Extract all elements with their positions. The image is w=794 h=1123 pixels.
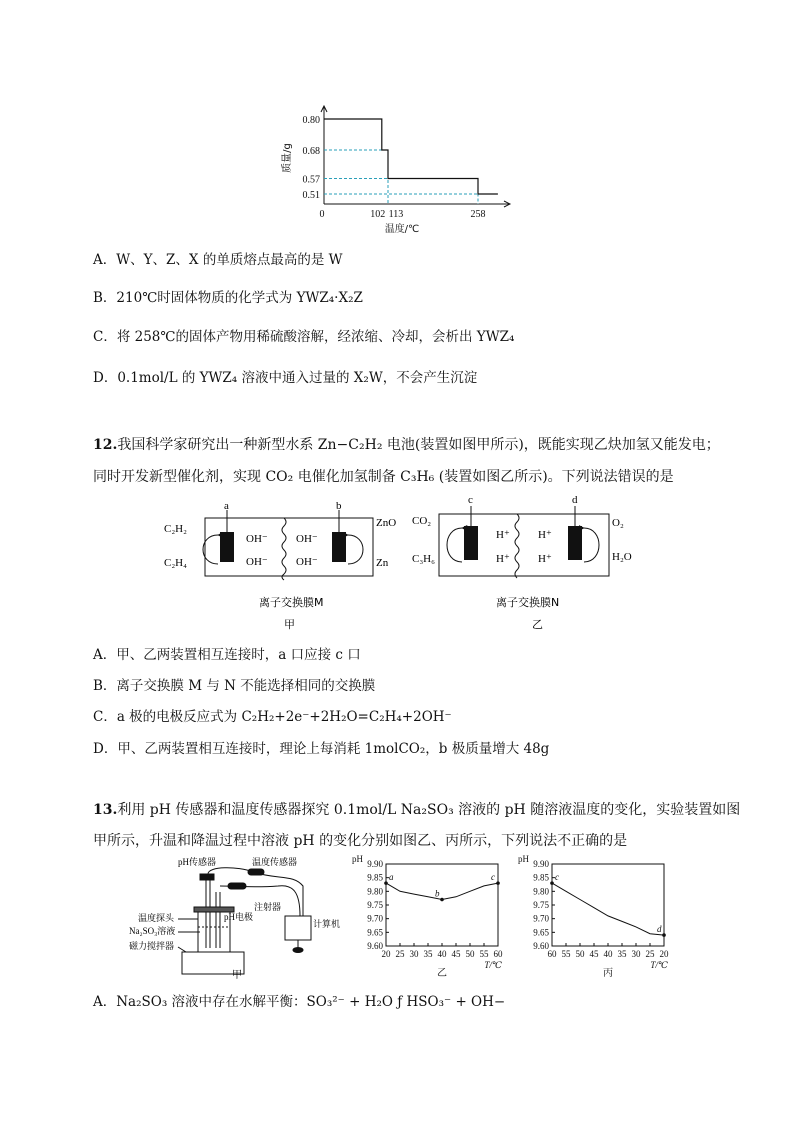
svg-text:H⁺: H⁺: [538, 529, 552, 541]
fig-q13-jia-caption: 甲: [232, 970, 242, 980]
y-tick-label: 9.60: [533, 941, 549, 951]
y-tick-label: 9.65: [533, 927, 549, 938]
q12-stem-line2: 同时开发新型催化剂，实现 CO₂ 电催化加氢制备 C₃H₆ (装置如图乙所示)。下列说法错误的是: [93, 469, 674, 485]
svg-text:CO₂: CO₂: [412, 515, 432, 527]
svg-text:a: a: [224, 500, 229, 512]
x-tick-label: 40: [603, 949, 613, 959]
y-axis-title: pH: [352, 854, 363, 864]
y-tick-label: 9.75: [533, 900, 549, 910]
y-tick-label: 9.75: [367, 900, 383, 910]
x-tick-label: 35: [617, 949, 627, 959]
svg-text:H⁺: H⁺: [496, 553, 510, 565]
svg-text:O₂: O₂: [612, 517, 624, 529]
ph-chart-bing: [512, 852, 690, 980]
q12-option-a: A．甲、乙两装置相互连接时，a 口应接 c 口: [93, 647, 361, 663]
plot-frame: [386, 864, 498, 946]
point-label: c: [491, 872, 495, 883]
q13-option-a: A．Na₂SO₃ 溶液中存在水解平衡：SO₃²⁻ + H₂O ƒ HSO₃⁻ + OH−: [93, 994, 506, 1010]
svg-text:OH⁻: OH⁻: [246, 556, 268, 568]
x-origin-label: 0: [319, 209, 325, 220]
electrode-a: [220, 532, 234, 562]
y-tick-label: 0.51: [302, 190, 320, 201]
q13-stem-line2: 甲所示，升温和降温过程中溶液 pH 的变化分别如图乙、丙所示，下列说法不正确的是: [93, 833, 628, 849]
point-label: d: [657, 924, 662, 935]
svg-text:H⁺: H⁺: [538, 553, 552, 565]
data-point: [550, 881, 554, 885]
x-tick-label: 50: [465, 949, 475, 959]
label-ph-electrode: pH电极: [224, 912, 253, 922]
x-tick-label: 25: [395, 949, 405, 959]
x-axis-title: 温度/℃: [384, 224, 420, 235]
ph-chart-yi: [346, 852, 516, 980]
ph-curve: [552, 883, 664, 935]
q11-option-a: A．W、Y、Z、X 的单质熔点最高的是 W: [93, 252, 343, 268]
fig-yi-caption: 乙: [532, 618, 543, 631]
q13-stem-line1: [93, 799, 740, 819]
y-tick-label: 9.65: [367, 927, 383, 938]
chart-caption: 丙: [603, 968, 613, 979]
membrane-m-label: 离子交换膜M: [259, 596, 324, 609]
point-label: a: [389, 872, 394, 883]
q12-number: 12.: [93, 437, 118, 453]
label-solution: Na₂SO₃溶液: [129, 926, 176, 936]
svg-text:Zn: Zn: [376, 557, 389, 569]
q12-text-1: 我国科学家研究出一种新型水系 Zn−C₂H₂ 电池(装置如图甲所示)，既能实现乙炔加氢又能发电；: [117, 437, 720, 453]
q11-option-b: B．210℃时固体物质的化学式为 YWZ₄·X₂Z: [93, 290, 363, 306]
y-tick-label: 9.70: [533, 913, 549, 924]
x-tick-label: 45: [451, 949, 461, 959]
x-tick-label: 40: [437, 949, 447, 959]
data-point: [440, 898, 444, 902]
y-tick-label: 9.60: [367, 941, 383, 951]
x-axis-title: T/℃: [650, 960, 668, 970]
q12-option-d: D．甲、乙两装置相互连接时，理论上每消耗 1molCO₂，b 极质量增大 48g: [93, 741, 550, 757]
x-tick-label: 60: [547, 949, 557, 959]
x-tick-label: 45: [589, 949, 599, 959]
svg-text:OH⁻: OH⁻: [296, 556, 318, 568]
y-tick-label: 9.80: [367, 886, 383, 897]
membrane-n-label: 离子交换膜N: [496, 596, 560, 609]
q12-figures: [150, 492, 650, 632]
x-tick-label: 25: [645, 949, 655, 959]
svg-text:C₃H₆: C₃H₆: [412, 553, 435, 565]
label-temp-sensor: 温度传感器: [252, 857, 298, 867]
cell-jia: [164, 500, 396, 631]
y-tick-label: 0.68: [302, 146, 320, 158]
y-tick-label: 9.80: [533, 886, 549, 897]
data-point: [384, 881, 388, 885]
data-point: [662, 933, 666, 937]
q11-option-d: D．0.1mol/L 的 YWZ₄ 溶液中通入过量的 X₂W，不会产生沉淀: [93, 370, 478, 386]
x-tick-label: 60: [493, 949, 503, 959]
y-axis-title: pH: [518, 854, 529, 864]
svg-text:c: c: [468, 494, 473, 506]
x-tick-label: 102: [370, 209, 386, 220]
q12-option-c: C．a 极的电极反应式为 C₂H₂+2e⁻+2H₂O=C₂H₄+2OH⁻: [93, 709, 452, 725]
label-stirrer: 磁力搅拌器: [129, 941, 175, 951]
q12-option-b: B．离子交换膜 M 与 N 不能选择相同的交换膜: [93, 678, 376, 694]
q13-number: 13.: [93, 802, 118, 818]
x-tick-label: 30: [631, 949, 641, 959]
q13-text-1: 利用 pH 传感器和温度传感器探究 0.1mol/L Na₂SO₃ 溶液的 pH 随溶液温度的变化，实验装置如图: [117, 802, 741, 818]
label-computer: 计算机: [313, 919, 341, 929]
svg-text:H⁺: H⁺: [496, 529, 510, 541]
svg-text:OH⁻: OH⁻: [246, 533, 268, 545]
x-tick-label: 35: [423, 949, 433, 959]
y-tick-label: 0.57: [302, 174, 320, 186]
x-tick-label: 20: [659, 949, 669, 959]
x-tick-label: 30: [409, 949, 419, 959]
x-tick-label: 55: [479, 949, 489, 959]
electrode-c: [464, 526, 478, 560]
y-tick-label: 9.85: [533, 872, 549, 883]
point-label: b: [435, 888, 440, 899]
y-tick-label: 9.90: [533, 859, 549, 869]
mass-temperature-chart: [270, 100, 530, 235]
y-tick-label: 9.70: [367, 913, 383, 924]
svg-text:OH⁻: OH⁻: [296, 533, 318, 545]
fig-jia-caption: 甲: [284, 618, 295, 631]
label-temp-probe: 温度探头: [138, 913, 175, 923]
q11-option-c: C．将 258℃的固体产物用稀硫酸溶解，经浓缩、冷却，会析出 YWZ₄: [93, 329, 515, 345]
x-tick-label: 50: [575, 949, 585, 959]
x-tick-label: 258: [470, 209, 486, 220]
y-axis-title: 质量/g: [282, 143, 293, 173]
svg-text:C₂H₄: C₂H₄: [164, 557, 187, 569]
x-tick-label: 20: [381, 949, 391, 959]
y-tick-label: 9.85: [367, 872, 383, 883]
svg-text:C₂H₂: C₂H₂: [164, 523, 187, 535]
point-label: c: [555, 872, 559, 883]
chart-caption: 乙: [437, 968, 447, 979]
svg-text:ZnO: ZnO: [376, 517, 397, 529]
electrode-b: [332, 532, 346, 562]
label-ph-sensor: pH传感器: [178, 857, 216, 867]
electrode-d: [568, 526, 582, 560]
data-point: [496, 881, 500, 885]
x-tick-label: 113: [388, 209, 404, 220]
svg-text:H₂O: H₂O: [612, 551, 632, 563]
cell-yi: [412, 494, 632, 631]
y-tick-label: 0.80: [302, 115, 320, 126]
q12-stem-line1: [93, 434, 720, 454]
q13-apparatus: [128, 852, 353, 980]
mass-curve: [324, 119, 498, 194]
svg-text:b: b: [336, 500, 342, 512]
label-injector: 注射器: [254, 902, 282, 912]
computer-box: [285, 916, 311, 940]
svg-text:d: d: [572, 494, 578, 506]
plot-frame: [552, 864, 664, 946]
x-axis-title: T/℃: [484, 960, 502, 970]
y-tick-label: 9.90: [367, 859, 383, 869]
ph-curve: [386, 883, 498, 899]
x-tick-label: 55: [561, 949, 571, 959]
